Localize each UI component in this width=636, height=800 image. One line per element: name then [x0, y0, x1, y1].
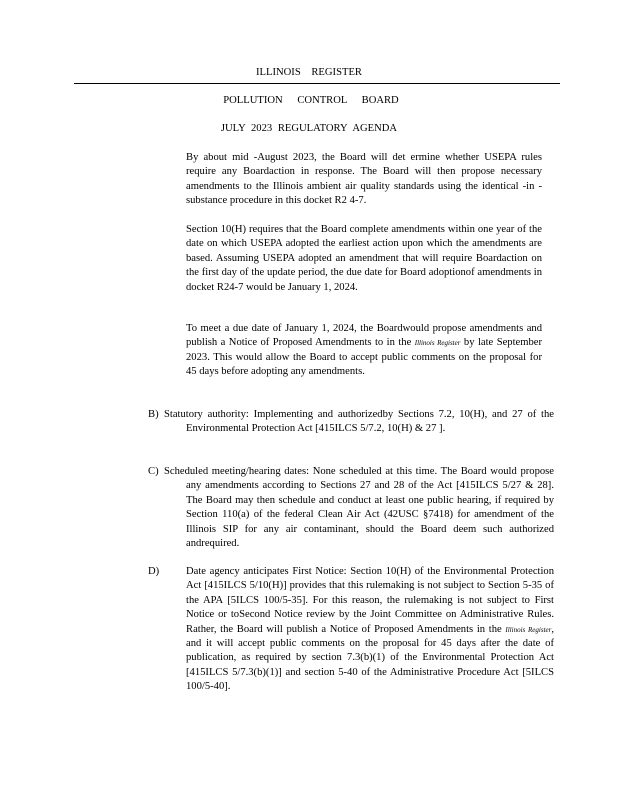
paragraph-review: By about mid -August 2023, the Board will det ermine whether USEPA rules require any Boardaction in response. The Board will then propose necessary amendments to the Illinois ambient air quality standards using the identical -in -substance procedure in this docket R2 4-7.: [186, 152, 542, 207]
register-header: ILLINOIS REGISTER: [256, 67, 362, 78]
item-d-text: [186, 565, 554, 695]
item-d-text-end: , and it will accept public comments on the proposal for 45 days after the date of publication, as required by section 7.3(b)(1) of the Environmental Protection Act [415ILCS 5/7.3(b)(1)] and section 5-40 of the Administrative Procedure Act [5ILCS 100/5-40].: [186, 623, 555, 693]
item-c-text: Scheduled meeting/hearing dates: None scheduled at this time. The Board would propose any amendments according to Sections 27 and 28 of the Act [415ILCS 5/27 & 28]. The Board may then schedule and conduct at least one public hearing, if required by Section 110(a) of the federal Clean Air Act (42USC §7418) for amendment of the Illinois SIP for any air contaminant, should the Board deem such authorized andrequired.: [164, 466, 554, 550]
item-b-text: Statutory authority: Implementing and authorizedby Sections 7.2, 10(H), and 27 of the Environmental Protection Act [415ILCS 5/7.2, 10(H) & 27 ].: [164, 409, 554, 435]
board-title: POLLUTION CONTROL BOARD: [223, 95, 399, 106]
paragraph-deadline: Section 10(H) requires that the Board complete amendments within one year of the date on which USEPA adopted the earliest action upon which the amendments are based. Assuming USEPA adopted an amendment that will require Boardaction on the first day of the update period, the due date for Board adoptionof amendments in docket R24-7 would be January 1, 2024.: [186, 224, 542, 293]
paragraph-due-date-start: To meet a due date of January 1, 2024, the Boardwould propose amendments and publish a Notice of Proposed Amendments to in the: [186, 323, 542, 349]
paragraph-due-date: [186, 322, 542, 380]
item-b-marker: B): [148, 409, 159, 420]
illinois-register-italic: Illinois Register: [414, 339, 461, 348]
agenda-title: JULY 2023 REGULATORY AGENDA: [220, 123, 398, 134]
illinois-register-italic-d: Illinois Register: [505, 625, 552, 634]
item-d-marker: D): [148, 566, 160, 577]
header-rule: [74, 83, 560, 84]
item-c-marker: C): [148, 466, 159, 477]
paragraph-due-date-end: by late September 2023. This would allow the Board to accept public comments on the proposal for 45 days before adopting any amendments.: [186, 337, 542, 378]
item-d-text-start: Date agency anticipates First Notice: Section 10(H) of the Environmental Protection Act [415ILCS 5/10(H)] provides that this rulemaking is not subject to Section 5-35 of the APA [5ILCS 100/5-35]. For this reason, the rulemaking is not subject to First Notice or toSecond Notice review by the Joint Committee on Administrative Rules. Rather, the Board will publish a Notice of Proposed Amendments in the: [186, 566, 554, 635]
